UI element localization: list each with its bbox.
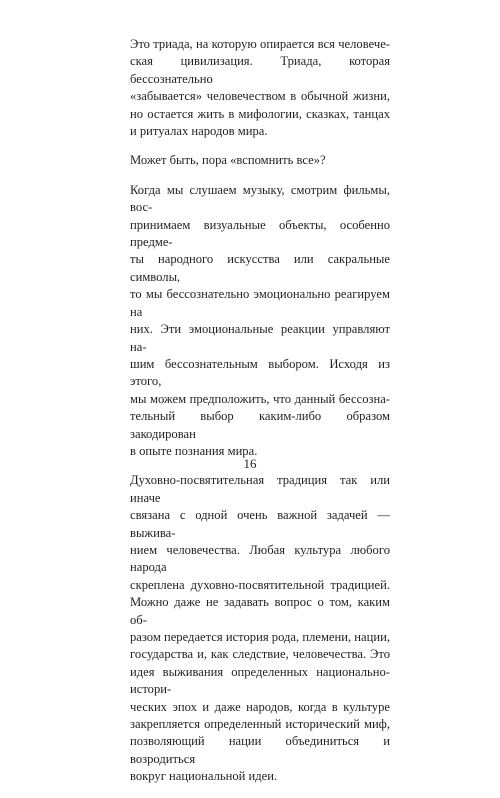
paragraph-triad: [130, 36, 390, 140]
text-line: «забывается» человечеством в обычной жизни,: [130, 89, 390, 104]
text-line: Когда мы слушаем музыку, смотрим фильмы, вос-: [130, 182, 390, 215]
text-line: мы можем предположить, что данный бессозна-: [130, 391, 390, 406]
paragraph-question: [130, 152, 390, 169]
text-line: ческих эпох и даже народов, когда в культуре: [130, 699, 390, 714]
text-line: но остается жить в мифологии, сказках, танцах: [130, 106, 390, 121]
text-line: в опыте познания мира.: [130, 443, 258, 458]
text-line: скреплена духовно-посвятительной традицией.: [130, 577, 390, 592]
text-line: разом передается история рода, племени, нации,: [130, 630, 390, 644]
text-line: то мы бессознательно эмоционально реагируем на: [130, 287, 390, 319]
paragraph-tradition: [130, 472, 390, 785]
text-line: позволяющий нации объединиться и возродиться: [130, 734, 390, 766]
text-line: Это триада, на которую опирается вся человече-: [130, 37, 390, 51]
paragraph-emotions: [130, 182, 390, 461]
page-number: 16: [243, 456, 257, 471]
text-line: Можно даже не задавать вопрос о том, каким об-: [130, 595, 390, 627]
text-line: нием человечества. Любая культура любого народа: [130, 542, 390, 575]
text-line: государства и, как следствие, человечества. Это: [130, 647, 390, 662]
text-line: идея выживания определенных национально-истори-: [130, 664, 390, 697]
text-line: принимаем визуальные объекты, особенно предме-: [130, 217, 390, 250]
body-text: [130, 36, 390, 798]
text-line: них. Эти эмоциональные реакции управляют на-: [130, 322, 390, 354]
text-line: и ритуалах народов мира.: [130, 124, 268, 139]
text-line: тельный выбор каким-либо образом закодирован: [130, 409, 390, 441]
text-line: ская цивилизация. Триада, которая бессознательно: [130, 54, 390, 86]
text-line: Духовно-посвятительная традиция так или иначе: [130, 473, 390, 505]
text-line: связана с одной очень важной задачей — выжива-: [130, 508, 390, 540]
text-line: закрепляется определенный исторический миф,: [130, 717, 390, 732]
text-line: шим бессознательным выбором. Исходя из этого,: [130, 356, 390, 389]
text-line: Может быть, пора «вспомнить все»?: [130, 153, 326, 168]
text-line: ты народного искусства или сакральные символы,: [130, 252, 390, 284]
text-line: вокруг национальной идеи.: [130, 769, 278, 784]
